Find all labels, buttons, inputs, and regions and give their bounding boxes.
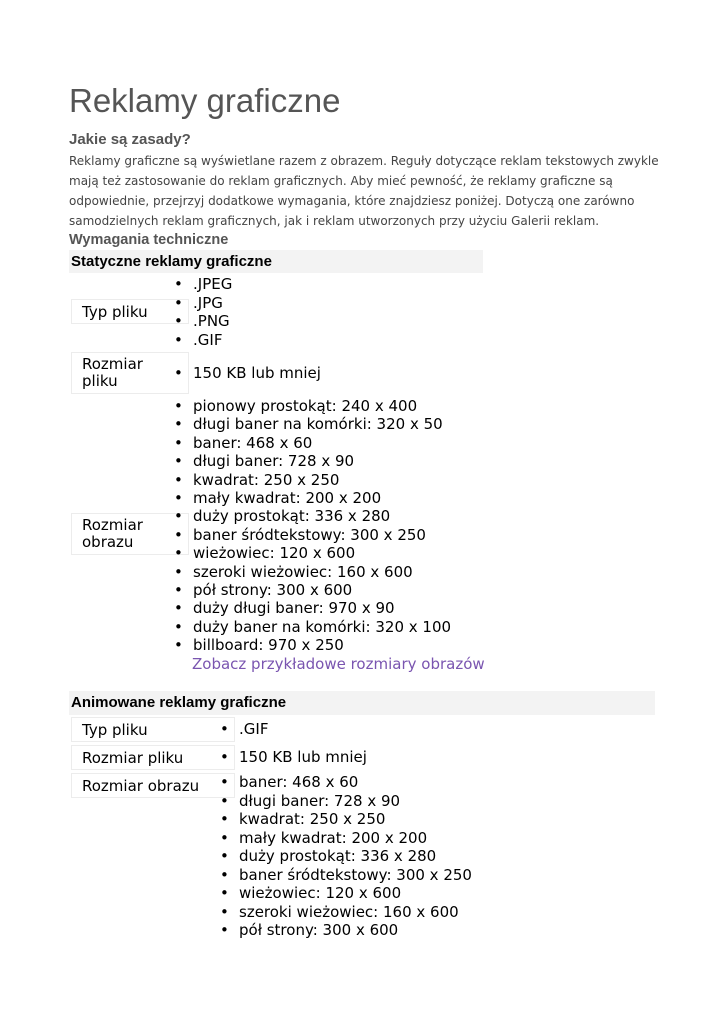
static-image-size-list: [171, 397, 451, 655]
list-item: • długi baner: 728 x 90: [171, 452, 451, 470]
list-item: • baner śródtekstowy: 300 x 250: [217, 866, 472, 885]
animated-file-size-list: [217, 748, 367, 767]
list-item: • baner: 468 x 60: [217, 773, 472, 792]
static-section-heading: Statyczne reklamy graficzne: [69, 250, 483, 273]
animated-image-size-label: Rozmiar obrazu: [71, 773, 235, 798]
static-image-size-label: Rozmiar obrazu: [71, 513, 189, 555]
list-item: • .GIF: [217, 720, 268, 739]
list-item: • kwadrat: 250 x 250: [217, 810, 472, 829]
list-item: • .PNG: [171, 312, 232, 331]
list-item: • billboard: 970 x 250: [171, 636, 451, 654]
intro-paragraph: Reklamy graficzne są wyświetlane razem z obrazem. Reguły dotyczące reklam tekstowych zwykle mają też zastosowanie do reklam graficznych. Aby mieć pewność, że reklamy graficzne są odpowiednie, przejrzyj dodatkowe wymagania, które znajdziesz poniżej. Dotyczą one zarówno samodzielnych reklam graficznych, jak i reklam utworzonych przy użyciu Galerii reklam.: [69, 154, 659, 228]
animated-section-heading: Animowane reklamy graficzne: [69, 691, 655, 715]
list-item: • wieżowiec: 120 x 600: [171, 544, 451, 562]
tech-requirements-heading: Wymagania techniczne: [69, 232, 229, 248]
list-item: • długi baner: 728 x 90: [217, 792, 472, 811]
list-item: • długi baner na komórki: 320 x 50: [171, 415, 451, 433]
list-item: • pół strony: 300 x 600: [171, 581, 451, 599]
list-item: • wieżowiec: 120 x 600: [217, 884, 472, 903]
static-file-type-list: [171, 275, 232, 350]
static-file-type-label: Typ pliku: [71, 299, 189, 324]
list-item: • pionowy prostokąt: 240 x 400: [171, 397, 451, 415]
list-item: • mały kwadrat: 200 x 200: [217, 829, 472, 848]
list-item: • baner: 468 x 60: [171, 434, 451, 452]
list-item: • kwadrat: 250 x 250: [171, 471, 451, 489]
list-item: • szeroki wieżowiec: 160 x 600: [171, 563, 451, 581]
list-item: • pół strony: 300 x 600: [217, 921, 472, 940]
list-item: • .GIF: [171, 331, 232, 350]
section-subtitle: Jakie są zasady?: [69, 131, 191, 148]
page-title: Reklamy graficzne: [69, 82, 341, 119]
list-item: • baner śródtekstowy: 300 x 250: [171, 526, 451, 544]
static-file-size-list: [171, 364, 321, 383]
list-item: • szeroki wieżowiec: 160 x 600: [217, 903, 472, 922]
list-item: • duży prostokąt: 336 x 280: [171, 507, 451, 525]
list-item: • 150 KB lub mniej: [217, 748, 367, 767]
list-item: • duży długi baner: 970 x 90: [171, 599, 451, 617]
static-file-size-label: Rozmiar pliku: [71, 352, 189, 394]
animated-file-size-label: Rozmiar pliku: [71, 745, 235, 770]
list-item: • 150 KB lub mniej: [171, 364, 321, 383]
animated-file-type-label: Typ pliku: [71, 717, 235, 742]
list-item: • duży baner na komórki: 320 x 100: [171, 618, 451, 636]
list-item: • mały kwadrat: 200 x 200: [171, 489, 451, 507]
animated-image-size-list: [217, 773, 472, 940]
list-item: • .JPG: [171, 294, 232, 313]
list-item: • duży prostokąt: 336 x 280: [217, 847, 472, 866]
animated-file-type-list: [217, 720, 268, 739]
examples-link[interactable]: Zobacz przykładowe rozmiary obrazów: [192, 655, 485, 673]
list-item: • .JPEG: [171, 275, 232, 294]
